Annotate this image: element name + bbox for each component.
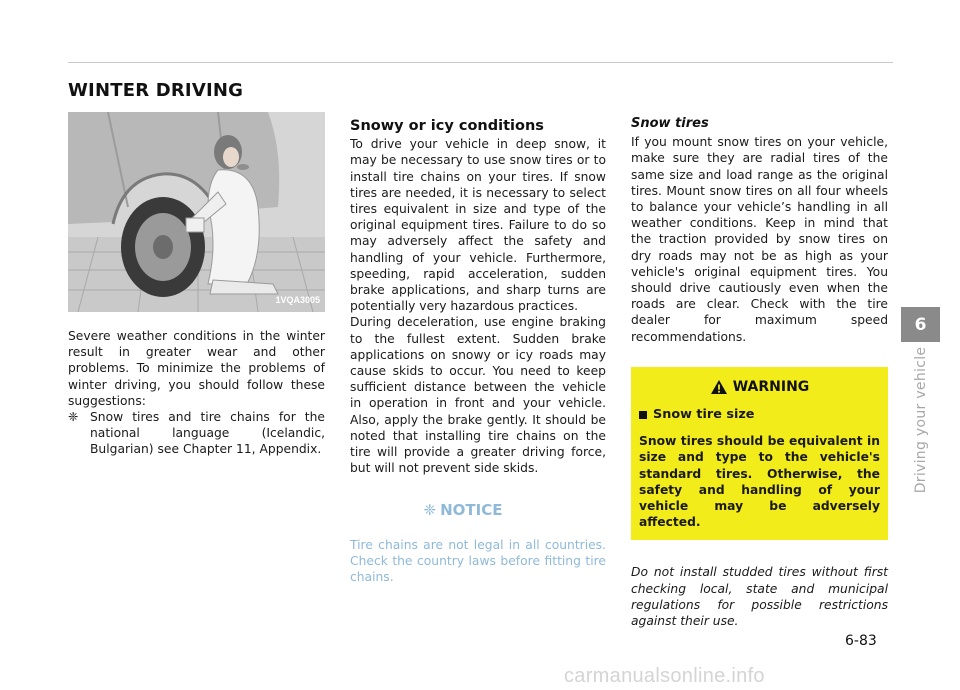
illustration-snow-tire — [68, 112, 325, 312]
warning-box — [631, 367, 888, 541]
notice-title: NOTICE — [440, 501, 503, 520]
left-column — [68, 112, 325, 458]
note-text: Snow tires and tire chains for the national language (Icelandic, Bulgarian) see Chapter 11, Appendix. — [90, 410, 325, 457]
snowy-paragraph-2: During deceleration, use engine braking to the fullest extent. Sudden brake applications on snowy or icy roads may cause skids to occur. You need to keep sufficient distance between the vehicle in operation in front and your vehicle. Also, apply the brake gently. It should be noted that installing tire chains on the tire will provide a greater driving force, but will not prevent side skids. — [350, 315, 606, 476]
top-rule — [68, 62, 893, 63]
section-title: WINTER DRIVING — [68, 80, 244, 101]
snowy-paragraph-1: To drive your vehicle in deep snow, it may be necessary to use snow tires or to install tire chains on your tires. If snow tires are needed, it is necessary to select tires equivalent in size and type of the original equipment tires. Failure to do so may adversely affect the safety and handling of your vehicle. Furthermore, speeding, rapid acceleration, sudden brake applications, and sharp turns are potentially very hazardous practices. — [350, 137, 606, 314]
car-tire-illustration — [68, 112, 325, 312]
warning-triangle-icon — [710, 379, 728, 395]
notice-text: Tire chains are not legal in all countries. Check the country laws before fitting tire chains. — [350, 537, 606, 585]
warning-title: WARNING — [732, 378, 810, 395]
warning-subtitle — [639, 407, 880, 423]
watermark: carmanualsonline.info — [564, 665, 765, 687]
studded-tires-note: Do not install studded tires without first checking local, state and municipal regulations for possible restrictions against their use. — [631, 565, 888, 629]
heading-snow-tires: Snow tires — [631, 116, 709, 131]
right-column — [631, 116, 888, 629]
snow-tires-paragraph: If you mount snow tires on your vehicle, make sure they are radial tires of the same size and load range as the original tires. Mount snow tires on all four wheels to balance your vehicle’s handling in all weather conditions. Keep in mind that the traction provided by snow tires on dry roads may not be as high as your vehicle's original equipment tires. You should drive cautiously even when the roads are clear. Check with the tire dealer for maximum speed recommendations. — [631, 135, 888, 344]
square-bullet-icon — [639, 411, 647, 419]
note-symbol-icon: ❈ — [68, 410, 79, 425]
intro-paragraph: Severe weather conditions in the winter result in greater wear and other problems. To minimize the problems of winter driving, you should follow these suggestions: — [68, 329, 325, 408]
notice-heading — [350, 502, 606, 518]
chapter-tab: 6 — [901, 307, 940, 342]
national-language-note — [68, 409, 325, 458]
notice-symbol-icon: ❈ — [423, 501, 437, 520]
middle-column — [350, 118, 606, 585]
page-number: 6-83 — [845, 633, 877, 649]
figure-code: 1VQA3005 — [275, 294, 320, 305]
warning-text: Snow tires should be equivalent in size and type to the vehicle's standard tires. Otherwise, the safety and handling of your vehicle may be adversely affected. — [639, 434, 880, 530]
heading-snowy-icy: Snowy or icy conditions — [350, 118, 544, 134]
warning-heading — [639, 379, 880, 395]
warning-subtitle-text: Snow tire size — [653, 407, 755, 423]
chapter-label: Driving your vehicle — [913, 346, 929, 494]
